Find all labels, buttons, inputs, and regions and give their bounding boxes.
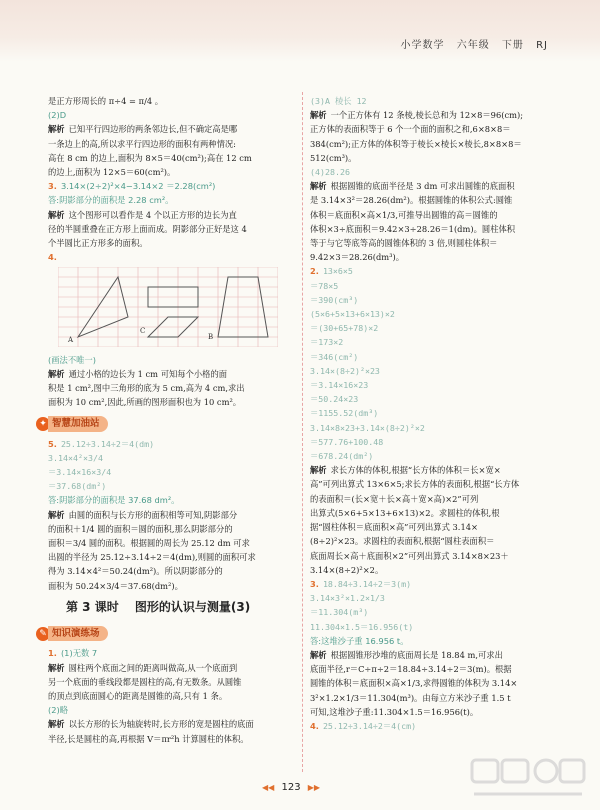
- text-line: 等于与它等底等高的圆锥体积的 3 倍,则圆柱体积＝: [310, 238, 498, 249]
- work-line: ＝390(cm³): [310, 294, 359, 305]
- answer-line: 3.14×(2÷2)²×4−3.14×2 ＝2.28(cm²): [60, 181, 216, 192]
- prev-arrow-icon: ◀◀: [262, 783, 275, 792]
- page-number: 123: [281, 782, 301, 793]
- work-line: 11.304×1.5＝16.956(t): [310, 621, 414, 632]
- text-line: 出圆的半径为 25.12÷3.14÷2＝4(dm),则圆的面积可求: [48, 552, 256, 563]
- analysis: 解析 圆柱两个底面之间的距离叫做高,从一个底面到: [48, 662, 238, 673]
- column-divider: [302, 92, 304, 772]
- answer-line: (2)D: [48, 110, 67, 121]
- analysis: 解析 根据圆锥的底面半径是 3 dm 可求出圆锥的底面积: [310, 181, 515, 192]
- answer-line: 答:阴影部分的面积是 2.28 cm²。: [48, 195, 174, 206]
- header-edition: RJ: [536, 40, 548, 51]
- text-line: 面积为 10 cm²,因此,所画的图形面积也为 10 cm²。: [48, 397, 242, 408]
- answer-line: 答:这堆沙子重 16.956 t。: [310, 635, 409, 646]
- work-line: 3.14×(8÷2)²×23: [310, 365, 380, 376]
- work-line: ＝37.68(dm²): [48, 481, 107, 492]
- text-line: 半径,长是圆柱的高,再根据 V＝πr²h 计算圆柱的体积。: [48, 733, 249, 744]
- text-line: 面积为 50.24×3/4＝37.68(dm²)。: [48, 580, 183, 591]
- text-line: 另一个底面的垂线段都是圆柱的高,有无数条。从圆锥: [48, 676, 242, 687]
- label-c: C: [140, 327, 146, 336]
- question-number: 5.: [48, 438, 57, 449]
- answer-line: 答:阴影部分的面积是 37.68 dm²。: [48, 495, 180, 506]
- analysis: 解析 已知平行四边形的两条邻边长,但不确定高是哪: [48, 124, 238, 135]
- analysis: 解析 由圆的面积与长方形的面积相等可知,阴影部分: [48, 509, 238, 520]
- work-line: 3.14×4²×3/4: [48, 452, 103, 463]
- next-arrow-icon: ▶▶: [307, 783, 321, 792]
- text-line: 384(cm²);正方体的体积等于棱长×棱长×棱长,8×8×8＝: [310, 138, 522, 149]
- work-line: ＝(30+65+78)×2: [310, 323, 379, 334]
- label-a: A: [68, 336, 74, 345]
- text-line: 个半圆比正方形多的面积。: [48, 238, 148, 249]
- text-line: 可知,这堆沙子重:11.304×1.5＝16.956(t)。: [310, 706, 479, 717]
- work-line: ＝577.76+100.48: [310, 436, 384, 447]
- page-header-band: [0, 0, 600, 62]
- grid-drawing-figure: [58, 267, 278, 347]
- work-line: ＝678.24(dm²): [310, 451, 374, 462]
- text-line: 512(cm³)。: [310, 152, 357, 163]
- text-line: 底面半径,r＝C÷π÷2＝18.84÷3.14÷2＝3(m)。根据: [310, 664, 512, 675]
- text-line: 是 3.14×3²＝28.26(dm²)。根据圆锥的体积公式:圆锥: [310, 195, 513, 206]
- analysis-label: 解析: [48, 124, 65, 135]
- work-line: ＝3.14×16×3/4: [48, 467, 112, 478]
- section-badge-zhishi: [36, 626, 108, 641]
- watermark-logo-icon: [468, 754, 588, 802]
- analysis: 解析 根据圆锥形沙堆的底面周长是 18.84 m,可求出: [310, 649, 503, 660]
- text-line: 的表面积＝(长×宽＋长×高＋宽×高)×2”可列: [310, 493, 479, 504]
- text-line: 的面积＋1/4 圆的面积＝圆的面积,那么阴影部分的: [48, 523, 233, 534]
- badge-label: 智慧加油站: [48, 416, 108, 431]
- question-number: 3.: [310, 578, 319, 589]
- text-line: 据“圆柱体积＝底面积×高”可列出算式 3.14×: [310, 522, 478, 533]
- question-number: 3.: [48, 181, 57, 192]
- work-line: 3.14×8×23+3.14×(8÷2)²×2: [310, 422, 425, 433]
- question-number: 4.: [48, 252, 57, 263]
- text-line: 底面周长×高＋底面积×2”可列出算式 3.14×8×23＋: [310, 550, 509, 561]
- header-subject: 小学数学: [400, 40, 445, 51]
- work-line: ＝346(cm²): [310, 351, 359, 362]
- lesson-title: [66, 601, 298, 614]
- analysis: 解析 这个图形可以看作是 4 个以正方形的边长为直: [48, 209, 237, 220]
- answer-line: (画法不唯一): [48, 354, 96, 365]
- analysis: 解析 一个正方体有 12 条棱,棱长总和为 12×8＝96(cm);: [310, 110, 524, 121]
- text-line: 高在 8 cm 的边上,面积为 8×5＝40(cm²);高在 12 cm: [48, 152, 252, 163]
- work-line: ＝173×2: [310, 337, 344, 348]
- left-column: 是正方形周长的 π÷4 = π/4 。 (2)D 解析 已知平行四边形的两条邻边长,但不确定高是哪 一条边上的高,所以求平行四边形的面积有两种情况: 高在 8 cm 的边上,面积为 8×5＝40(cm²);高在 12 cm 的边上,面积为 12×5＝60(cm²)。 3. 3.14×(2÷2)²×4−3.14×2 ＝2.28(cm²) 答:阴影部分的面积是 2.28 cm²。 解析 这个图形可以看作是 4 个以正方形的边长为直 径的半圆重叠在正方形上面而成。阴影部分正好是这 4 个半圆比正方形多的面积。 4. A C B (画法不唯一) 解析 通过小格的边长为 1 cm 可知每个小格的面 积是 1 cm²,图中三角形的底为 5 cm,高为 4 cm,求出 面积为 10 cm²,因此,所画的图形面积也为 10 cm²。 ✦ 智慧加油站 5. 25.12÷3.14÷2＝4(dm) 3.14×4²×3/4 ＝3.14×16×3/4 ＝37.68(dm²) 答:阴影部分的面积是 37.68 dm²。 解析 由圆的面积与长方形的面积相等可知,阴影部分 的面积＋1/4 圆的面积＝圆的面积,那么阴影部分的 面积＝3/4 圆的面积。根据圆的周长为 25.12 dm 可求 出圆的半径为 25.12÷3.14÷2＝4(dm),则圆的面积可求 得为 3.14×4²＝50.24(dm²)。所以阴影部分的 面积为 50.24×3/4＝37.68(dm²)。 第 3 课时 图形的认识与测量(3) ✎ 知识演练场 1. (1)无数 7 解析 圆柱两个底面之间的距离叫做高,从一个底面到 另一个底面的垂线段都是圆柱的高,有无数条。从圆锥 的顶点到底面圆心的距离是圆锥的高,只有 1 条。 (2)略 解析 以长方形的长为轴旋转时,长方形的宽是圆柱的底面 半径,长是圆柱的高,再根据 V＝πr²h 计算圆柱的体积。: [48, 95, 298, 747]
- text-line: 体积＝底面积×高×1/3,可推导出圆锥的高＝圆锥的: [310, 209, 498, 220]
- analysis: 解析 求长方体的体积,根据“长方体的体积＝长×宽×: [310, 465, 501, 476]
- text-line: 圆锥的体积＝底面积×高×1/3,求得圆锥的体积为 3.14×: [310, 678, 518, 689]
- lightbulb-icon: ✦: [36, 417, 50, 431]
- work-line: ＝3.14×16×23: [310, 380, 369, 391]
- work-line: (5×6+5×13+6×13)×2: [310, 309, 395, 320]
- answer-line: (4)28.26: [310, 167, 350, 178]
- text-line: 的边上,面积为 12×5＝60(cm²)。: [48, 167, 176, 178]
- text-line: 径的半圆重叠在正方形上面而成。阴影部分正好是这 4: [48, 223, 247, 234]
- text-line: 得为 3.14×4²＝50.24(dm²)。所以阴影部分的: [48, 566, 223, 577]
- text-line: 高”可列出算式 13×6×5;求长方体的表面积,根据“长方体: [310, 479, 520, 490]
- work-line: 3.14×3²×1.2×1/3: [310, 593, 385, 604]
- answer-line: (3)A 棱长 12: [310, 96, 367, 106]
- label-b: B: [208, 333, 214, 342]
- question-number: 1.: [48, 648, 57, 659]
- work-line: ＝78×5: [310, 280, 339, 291]
- pencil-icon: ✎: [36, 627, 50, 641]
- text-line: 面积＝3/4 圆的面积。根据圆的周长为 25.12 dm 可求: [48, 538, 250, 549]
- work-line: ＝1155.52(dm³): [310, 408, 379, 419]
- text-line: 是正方形周长的 π÷4 = π/4 。: [48, 96, 164, 106]
- header-volume: 下册: [501, 40, 524, 51]
- question-number: 2.: [310, 266, 319, 277]
- text-line: (8÷2)²×23。求圆柱的表面积,根据“圆柱表面积＝: [310, 536, 495, 547]
- lesson-name: 图形的认识与测量(3): [134, 599, 251, 614]
- question-number: 4.: [310, 720, 319, 731]
- work-line: ＝50.24×23: [310, 394, 359, 405]
- text-line: 体积×3÷底面积＝9.42×3÷28.26＝1(dm)。圆柱体积: [310, 223, 516, 234]
- work-line: ＝11.304(m³): [310, 607, 369, 618]
- analysis: 解析 通过小格的边长为 1 cm 可知每个小格的面: [48, 368, 228, 379]
- answer-line: (2)略: [48, 705, 69, 716]
- lesson-number: 第 3 课时: [66, 599, 119, 614]
- badge-label: 知识演练场: [48, 626, 108, 641]
- section-badge-zhihui: [36, 416, 108, 431]
- page-footer: [262, 782, 320, 793]
- right-column: (3)A 棱长 12 解析 一个正方体有 12 条棱,棱长总和为 12×8＝96(cm); 正方体的表面积等于 6 个一个面的面积之和,6×8×8＝ 384(cm²);正方体的体积等于棱长×棱长×棱长,8×8×8＝ 512(cm³)。 (4)28.26 解析 根据圆锥的底面半径是 3 dm 可求出圆锥的底面积 是 3.14×3²＝28.26(dm²)。根据圆锥的体积公式:圆锥 体积＝底面积×高×1/3,可推导出圆锥的高＝圆锥的 体积×3÷底面积＝9.42×3÷28.26＝1(dm)。圆柱体积 等于与它等底等高的圆锥体积的 3 倍,则圆柱体积＝ 9.42×3＝28.26(dm³)。 2. 13×6×5 ＝78×5 ＝390(cm³) (5×6+5×13+6×13)×2 ＝(30+65+78)×2 ＝173×2 ＝346(cm²) 3.14×(8÷2)²×23 ＝3.14×16×23 ＝50.24×23 ＝1155.52(dm³) 3.14×8×23+3.14×(8÷2)²×2 ＝577.76+100.48 ＝678.24(dm²) 解析 求长方体的体积,根据“长方体的体积＝长×宽× 高”可列出算式 13×6×5;求长方体的表面积,根据“长方体 的表面积＝(长×宽＋长×高＋宽×高)×2”可列 出算式(5×6+5×13+6×13)×2。求圆柱的体积,根 据“圆柱体积＝底面积×高”可列出算式 3.14× (8÷2)²×23。求圆柱的表面积,根据“圆柱表面积＝ 底面周长×高＋底面积×2”可列出算式 3.14×8×23＋ 3.14×(8÷2)²×2。 3. 18.84÷3.14÷2＝3(m) 3.14×3²×1.2×1/3 ＝11.304(m³) 11.304×1.5＝16.956(t) 答:这堆沙子重 16.956 t。 解析 根据圆锥形沙堆的底面周长是 18.84 m,可求出 底面半径,r＝C÷π÷2＝18.84÷3.14÷2＝3(m)。根据 圆锥的体积＝底面积×高×1/3,求得圆锥的体积为 3.14× 3²×1.2×1/3＝11.304(m³)。由每立方米沙子重 1.5 t 可知,这堆沙子重:11.304×1.5＝16.956(t)。 4. 25.12÷3.14÷2＝4(cm): [310, 95, 560, 734]
- header-grade: 六年级: [456, 40, 490, 51]
- analysis: 解析 以长方形的长为轴旋转时,长方形的宽是圆柱的底面: [48, 719, 254, 730]
- text-line: 3²×1.2×1/3＝11.304(m³)。由每立方米沙子重 1.5 t: [310, 692, 511, 703]
- text-line: 一条边上的高,所以求平行四边形的面积有两种情况:: [48, 138, 236, 149]
- text-line: 出算式(5×6+5×13+6×13)×2。求圆柱的体积,根: [310, 507, 500, 518]
- text-line: 的顶点到底面圆心的距离是圆锥的高,只有 1 条。: [48, 690, 228, 701]
- page-header: [393, 36, 548, 51]
- text-line: 正方体的表面积等于 6 个一个面的面积之和,6×8×8＝: [310, 124, 511, 135]
- text-line: 9.42×3＝28.26(dm³)。: [310, 252, 405, 263]
- text-line: 积是 1 cm²,图中三角形的底为 5 cm,高为 4 cm,求出: [48, 383, 245, 394]
- text-line: 3.14×(8÷2)²×2。: [310, 564, 384, 575]
